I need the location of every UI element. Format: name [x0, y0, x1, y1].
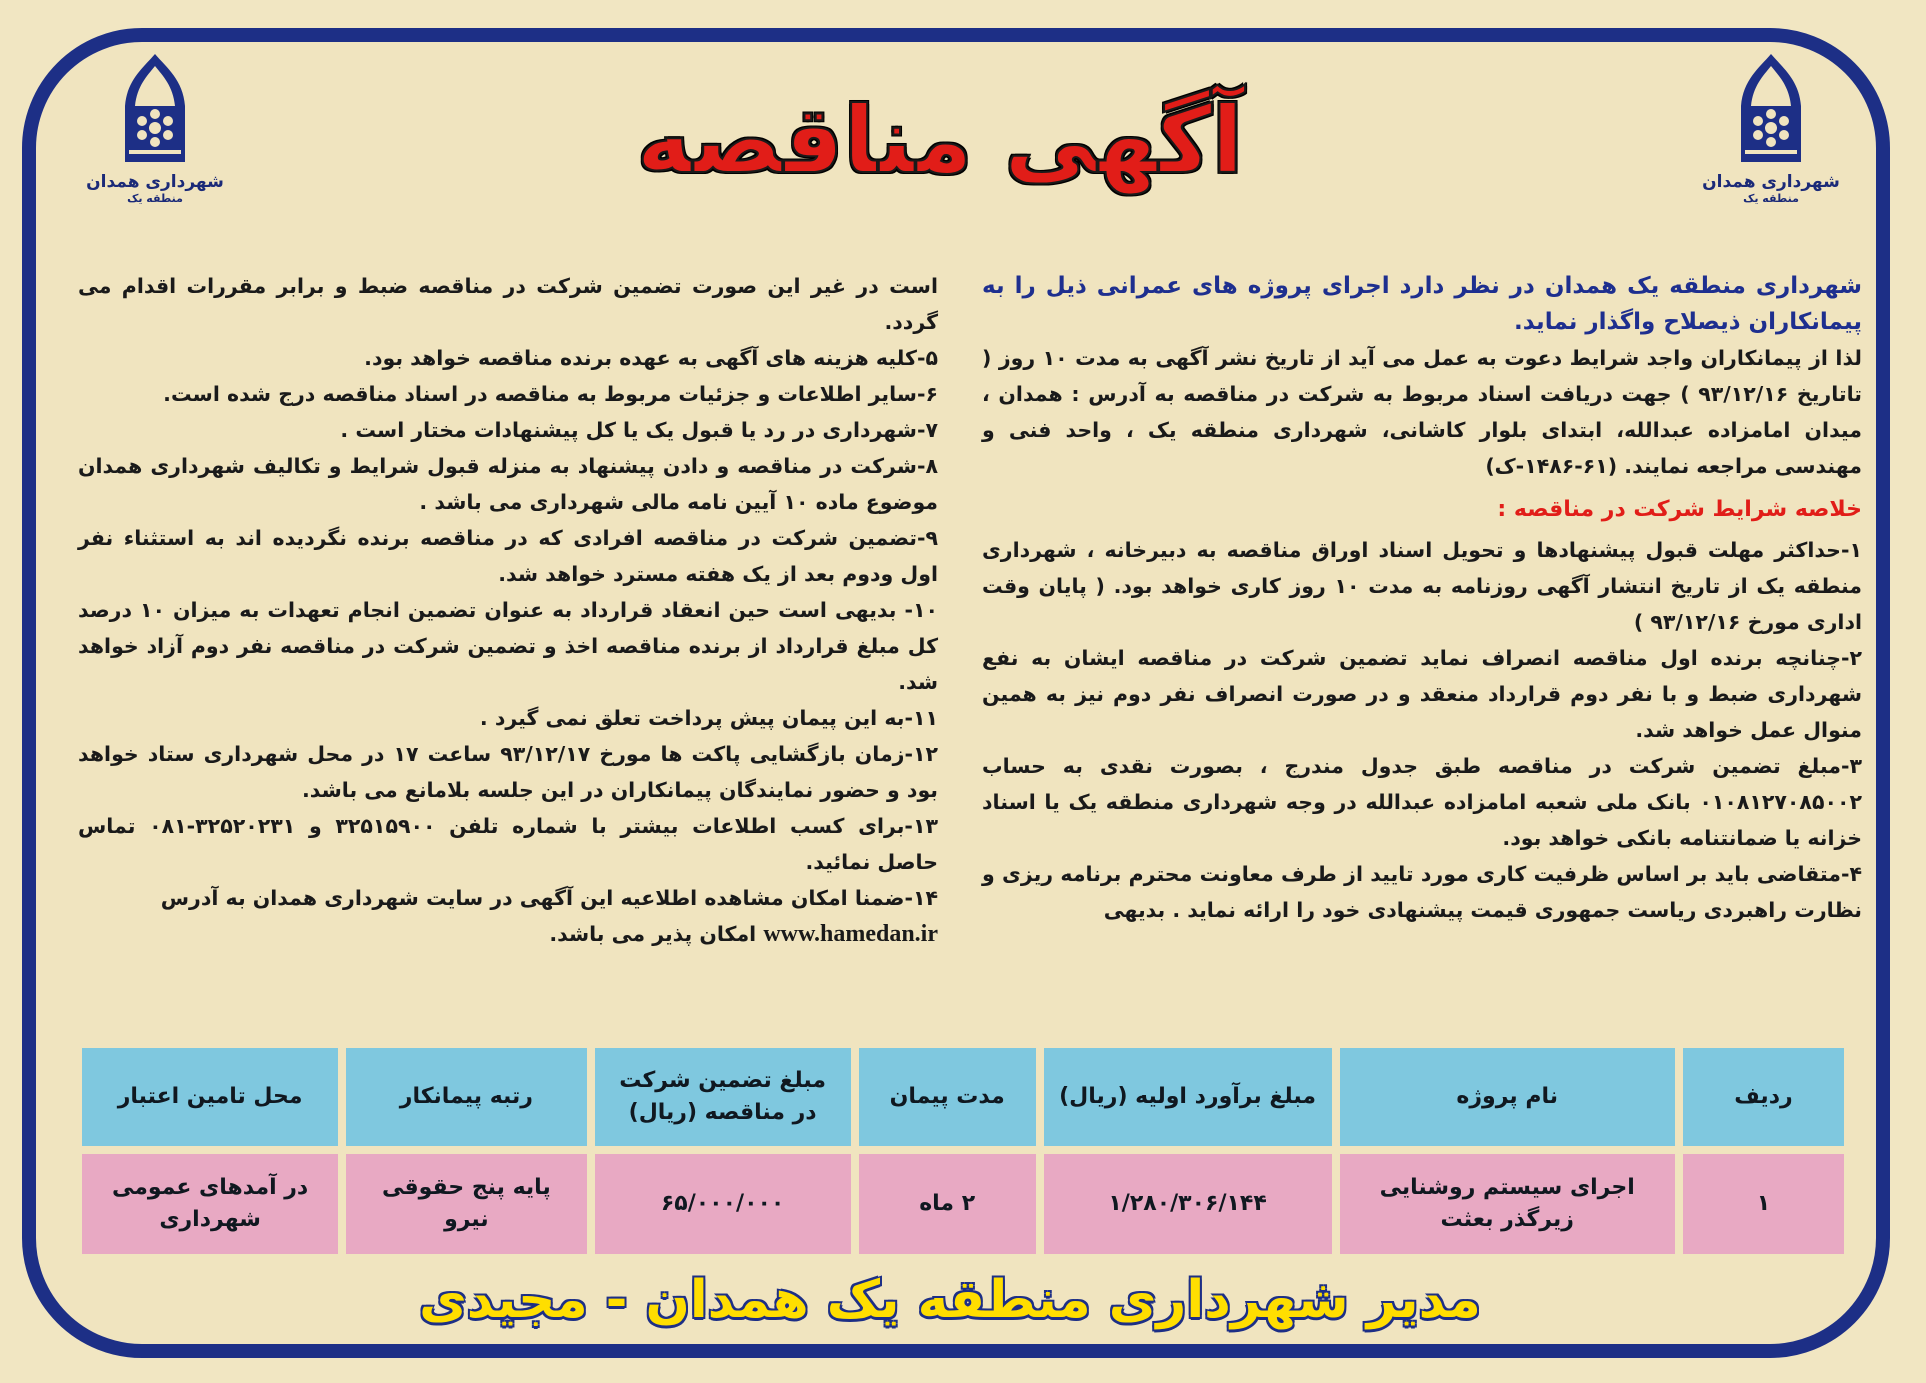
municipality-logo-left: [80, 50, 230, 240]
website-link[interactable]: www.hamedan.ir: [763, 921, 938, 947]
condition-item: ۱۰- بدیهی است حین انعقاد قرارداد به عنوان تضمین انجام تعهدات به میزان ۱۰ درصد کل مبلغ قرارداد از برنده مناقصه اخذ و تضمین شرکت در مناقصه نفر دوم آزاد خواهد شد.: [78, 598, 938, 694]
municipality-emblem-icon: [115, 50, 195, 170]
table-cell: ۲ ماه: [859, 1154, 1036, 1254]
condition-item: است در غیر این صورت تضمین شرکت در مناقصه ضبط و برابر مقررات اقدام می گردد.: [78, 274, 938, 334]
table-cell: ۶۵/۰۰۰/۰۰۰: [595, 1154, 851, 1254]
condition-item: ۱-حداکثر مهلت قبول پیشنهادها و تحویل اسناد اوراق مناقصه به دبیرخانه ، شهرداری منطقه یک از تاریخ انتشار آگهی روزنامه به مدت ۱۰ روز کاری خواهد بود. ( پایان وقت اداری مورخ ۹۳/۱۲/۱۶ ): [982, 538, 1863, 634]
condition-item: ۳-مبلغ تضمین شرکت در مناقصه طبق جدول مندرج ، بصورت نقدی به حساب ۰۱۰۸۱۲۷۰۸۵۰۰۲ بانک ملی شعبه امامزاده عبدالله در وجه شهرداری منطقه یک یا اسناد خزانه یا ضمانتنامه بانکی خواهد بود.: [982, 754, 1862, 850]
website-suffix: امکان پذیر می باشد.: [549, 922, 757, 946]
condition-item: ۲-چنانچه برنده اول مناقصه انصراف نماید تضمین شرکت در مناقصه ایشان به نفع شهرداری ضبط و با نفر دوم قرارداد منعقد و در صورت انصراف نفر دوم نیز به همین منوال عمل خواهد شد.: [982, 646, 1862, 742]
left-column: [78, 268, 938, 952]
table-row: [82, 1154, 1844, 1254]
projects-table: [74, 1040, 1852, 1252]
column-header: ردیف: [1683, 1048, 1844, 1146]
column-header: رتبه پیمانکار: [346, 1048, 586, 1146]
logo-title: شهرداری همدان: [1702, 172, 1840, 192]
condition-item: ۱۴-ضمنا امکان مشاهده اطلاعیه این آگهی در سایت شهرداری همدان به آدرس: [160, 886, 938, 910]
table-cell: ۱/۲۸۰/۳۰۶/۱۴۴: [1044, 1154, 1332, 1254]
website-line: [78, 916, 938, 952]
column-header: مبلغ تضمین شرکت در مناقصه (ریال): [595, 1048, 851, 1146]
right-column: [982, 268, 1862, 928]
invitation-text: لذا از پیمانکاران واجد شرایط دعوت به عمل می آید از تاریخ نشر آگهی به مدت ۱۰ روز ( تاتاریخ ۹۳/۱۲/۱۶ ) جهت دریافت اسناد مربوط به شرکت در مناقصه به آدرس : همدان ، میدان امامزاده عبدالله، ابتدای بلوار کاشانی، شهرداری منطقه یک ، واحد فنی و مهندسی مراجعه نمایند. (۶۱-۱۴۸۶-ک): [982, 346, 1862, 478]
column-header: محل تامین اعتبار: [82, 1048, 338, 1146]
headline: آگهی مناقصه: [636, 87, 1244, 194]
condition-item: ۵-کلیه هزینه های آگهی به عهده برنده مناقصه خواهد بود.: [364, 346, 938, 370]
table-cell: پایه پنج حقوقی نیرو: [346, 1154, 586, 1254]
table-cell: اجرای سیستم روشنایی زیرگذر بعثت: [1340, 1154, 1675, 1254]
condition-item: ۹-تضمین شرکت در مناقصه افرادی که در مناقصه برنده نگردیده اند به استثناء نفر اول ودوم بعد از یک هفته مسترد خواهد شد.: [78, 526, 938, 586]
condition-item: ۱۲-زمان بازگشایی پاکت ها مورخ ۹۳/۱۲/۱۷ ساعت ۱۷ در محل شهرداری ستاد خواهد بود و حضور نمایندگان پیمانکاران در این جلسه بلامانع می باشد.: [78, 742, 938, 802]
table-cell: ۱: [1683, 1154, 1844, 1254]
condition-item: ۴-متقاضی باید بر اساس ظرفیت کاری مورد تایید از طرف معاونت محترم برنامه ریزی و نظارت راهبردی ریاست جمهوری قیمت پیشنهادی خود را ارائه نماید . بدیهی: [982, 862, 1862, 922]
column-header: نام پروژه: [1340, 1048, 1675, 1146]
logo-title: شهرداری همدان: [86, 172, 224, 192]
condition-item: ۱۱-به این پیمان پیش پرداخت تعلق نمی گیرد .: [479, 706, 938, 730]
logo-subtitle: منطقه یک: [1743, 192, 1799, 205]
logo-subtitle: منطقه یک: [127, 192, 183, 205]
column-header: مبلغ برآورد اولیه (ریال): [1044, 1048, 1332, 1146]
municipality-logo-right: [1696, 50, 1846, 240]
conditions-title: خلاصه شرایط شرکت در مناقصه :: [1497, 497, 1862, 522]
municipality-emblem-icon: [1731, 50, 1811, 170]
condition-item: ۸-شرکت در مناقصه و دادن پیشنهاد به منزله قبول شرایط و تکالیف شهرداری همدان موضوع ماده ۱۰ آیین نامه مالی شهرداری می باشد .: [78, 454, 938, 514]
intro-text: شهرداری منطقه یک همدان در نظر دارد اجرای پروژه های عمرانی ذیل را به پیمانکاران ذیصلاح واگذار نماید.: [982, 273, 1862, 335]
condition-item: ۱۳-برای کسب اطلاعات بیشتر با شماره تلفن ۳۲۵۱۵۹۰۰ و ۳۲۵۲۰۲۳۱-۰۸۱ تماس حاصل نمائید.: [78, 814, 938, 874]
condition-item: ۷-شهرداری در رد یا قبول یک یا کل پیشنهادات مختار است .: [340, 418, 938, 442]
footer-signature: مدیر شهرداری منطقه یک همدان - مجیدی: [419, 1270, 1481, 1330]
table-header-row: [82, 1048, 1844, 1146]
column-header: مدت پیمان: [859, 1048, 1036, 1146]
table-cell: در آمدهای عمومی شهرداری: [82, 1154, 338, 1254]
condition-item: ۶-سایر اطلاعات و جزئیات مربوط به مناقصه در اسناد مناقصه درج شده است.: [163, 382, 938, 406]
